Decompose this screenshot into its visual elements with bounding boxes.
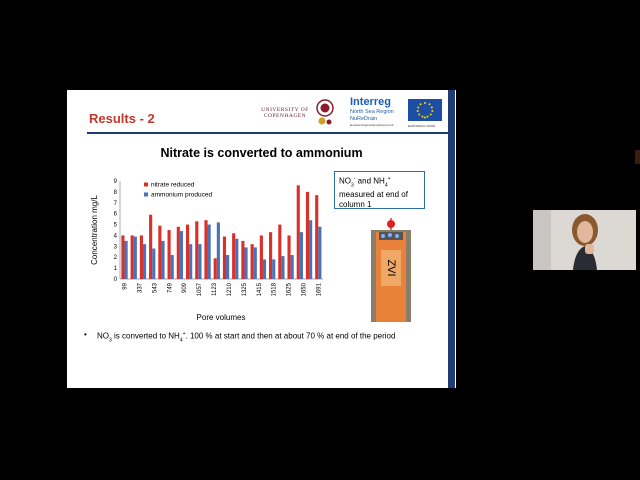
ammonium-bar: [254, 247, 257, 279]
nitrate-bar: [204, 220, 207, 279]
x-tick-label: 1057: [197, 283, 204, 297]
x-tick-label: 1123: [212, 283, 219, 296]
ammonium-bar: [263, 259, 266, 279]
note-and-nh: and NH: [355, 176, 385, 186]
interreg-region: North Sea Region: [350, 109, 394, 115]
note-no3-sup: -: [353, 176, 356, 182]
bullet-nh4-sub: 4: [179, 337, 183, 344]
ammonium-bar: [300, 232, 303, 279]
bullet-point: [84, 329, 414, 346]
bullet-text: [97, 329, 395, 346]
nitrate-bar: [306, 192, 309, 279]
nitrate-bar: [315, 195, 318, 279]
nitrate-bar: [195, 221, 198, 279]
nitrate-bar: [149, 215, 152, 279]
y-tick-label: 8: [113, 189, 117, 196]
x-axis-title: Pore volumes: [196, 313, 246, 322]
ammonium-bar: [272, 259, 275, 279]
measurement-note: [334, 171, 425, 209]
nitrate-bar: [168, 230, 171, 279]
presentation-slide: [67, 90, 456, 388]
bullet-rest: . 100 % at start and then at about 70 % at end of the period: [185, 331, 396, 341]
ammonium-bar: [309, 220, 312, 279]
x-tick-label: 1691: [316, 283, 323, 297]
nitrate-bar: [241, 241, 244, 279]
nitrate-bar: [269, 232, 272, 279]
bullet-converted: is converted to NH: [111, 331, 180, 341]
university-seal-icon: [315, 99, 335, 127]
x-tick-label: 99: [122, 283, 129, 290]
bullet-marker: •: [84, 330, 87, 339]
legend-entry: nitrate reduced: [151, 181, 195, 189]
bullet-nh4-sup: +: [182, 331, 186, 337]
nitrate-bar: [287, 235, 290, 279]
x-tick-label: 1518: [271, 283, 278, 297]
ammonium-bar: [171, 255, 174, 279]
section-title: Results - 2: [89, 111, 155, 126]
x-tick-label: 1415: [256, 283, 263, 297]
slide-title: Nitrate is converted to ammonium: [160, 146, 363, 160]
ammonium-bar: [226, 255, 229, 279]
ammonium-bar: [161, 241, 164, 279]
nitrate-bar: [186, 225, 189, 279]
header-divider: [87, 132, 449, 134]
nitrate-bar: [214, 258, 217, 279]
x-tick-label: 1625: [286, 283, 293, 297]
x-tick-label: 749: [167, 283, 174, 294]
x-tick-label: 543: [152, 283, 159, 294]
y-tick-label: 1: [113, 266, 117, 273]
legend-swatch: [144, 193, 148, 197]
ammonium-bar: [180, 231, 183, 279]
y-tick-label: 6: [113, 211, 117, 218]
ammonium-bar: [217, 222, 220, 279]
note-no3: NO: [339, 176, 351, 186]
note-nh4-sup: +: [387, 176, 391, 182]
nitrate-bar: [260, 235, 263, 279]
note-nh4-sub: 4: [384, 182, 388, 189]
y-tick-label: 4: [113, 233, 117, 240]
ammonium-bar: [152, 249, 155, 279]
nitrate-bar: [297, 185, 300, 279]
y-tick-label: 3: [113, 244, 117, 251]
legend-entry: ammonium produced: [151, 191, 213, 199]
note-no3-sub: 3: [351, 182, 354, 189]
note-line-2: measured at end of: [339, 190, 408, 200]
x-tick-label: 1325: [241, 283, 248, 297]
ammonium-bar: [281, 256, 284, 279]
nitrate-bar: [232, 233, 235, 279]
nitrate-bar: [278, 225, 281, 279]
eu-flag-icon: [408, 99, 442, 121]
ammonium-bar: [291, 255, 294, 279]
ammonium-bar: [125, 241, 128, 279]
nitrate-bar: [158, 226, 161, 279]
screen-edge-marker: [635, 150, 640, 164]
x-tick-label: 1210: [226, 283, 233, 297]
nitrate-bar: [251, 244, 254, 279]
y-tick-label: 5: [113, 222, 117, 229]
x-tick-label: 337: [137, 283, 144, 294]
ammonium-bar: [235, 239, 238, 279]
university-logo-text: UNIVERSITY OF COPENHAGEN: [261, 107, 309, 119]
y-tick-label: 2: [113, 255, 117, 262]
y-tick-label: 7: [113, 200, 117, 207]
legend-swatch: [144, 183, 148, 187]
ammonium-bar: [143, 244, 146, 279]
x-tick-label: 1650: [301, 283, 308, 297]
ammonium-bar: [318, 227, 321, 279]
bullet-no3: NO: [97, 331, 109, 341]
column-photo: [369, 210, 415, 322]
eu-label: EUROPEAN UNION: [408, 124, 436, 128]
interreg-fund: European Regional Development Fund: [350, 124, 394, 127]
ammonium-bar: [134, 237, 137, 279]
note-line-3: column 1: [339, 200, 372, 210]
nitrate-bar: [140, 235, 143, 279]
x-tick-label: 909: [182, 283, 189, 294]
y-tick-label: 9: [113, 179, 117, 185]
nitrate-bar: [177, 227, 180, 279]
bullet-no3-sub: 3: [109, 337, 112, 344]
ammonium-bar: [198, 244, 201, 279]
ammonium-bar: [244, 247, 247, 279]
nitrate-ammonium-bar-chart: [87, 174, 327, 324]
y-axis-title: Concentration mg/L: [90, 195, 99, 265]
photo-label: ZVI: [385, 259, 398, 277]
interreg-name: Interreg: [350, 96, 391, 108]
slide-accent-bar: [448, 90, 455, 388]
y-tick-label: 0: [113, 277, 117, 283]
nitrate-bar: [121, 235, 124, 279]
nitrate-bar: [131, 235, 134, 279]
nitrate-bar: [223, 237, 226, 279]
interreg-logo: [350, 96, 448, 130]
ammonium-bar: [208, 225, 211, 279]
interreg-project: NuReDrain: [350, 116, 378, 122]
webcam-feed: [533, 210, 636, 270]
university-of-copenhagen-logo: [255, 99, 337, 127]
ammonium-bar: [189, 244, 192, 279]
